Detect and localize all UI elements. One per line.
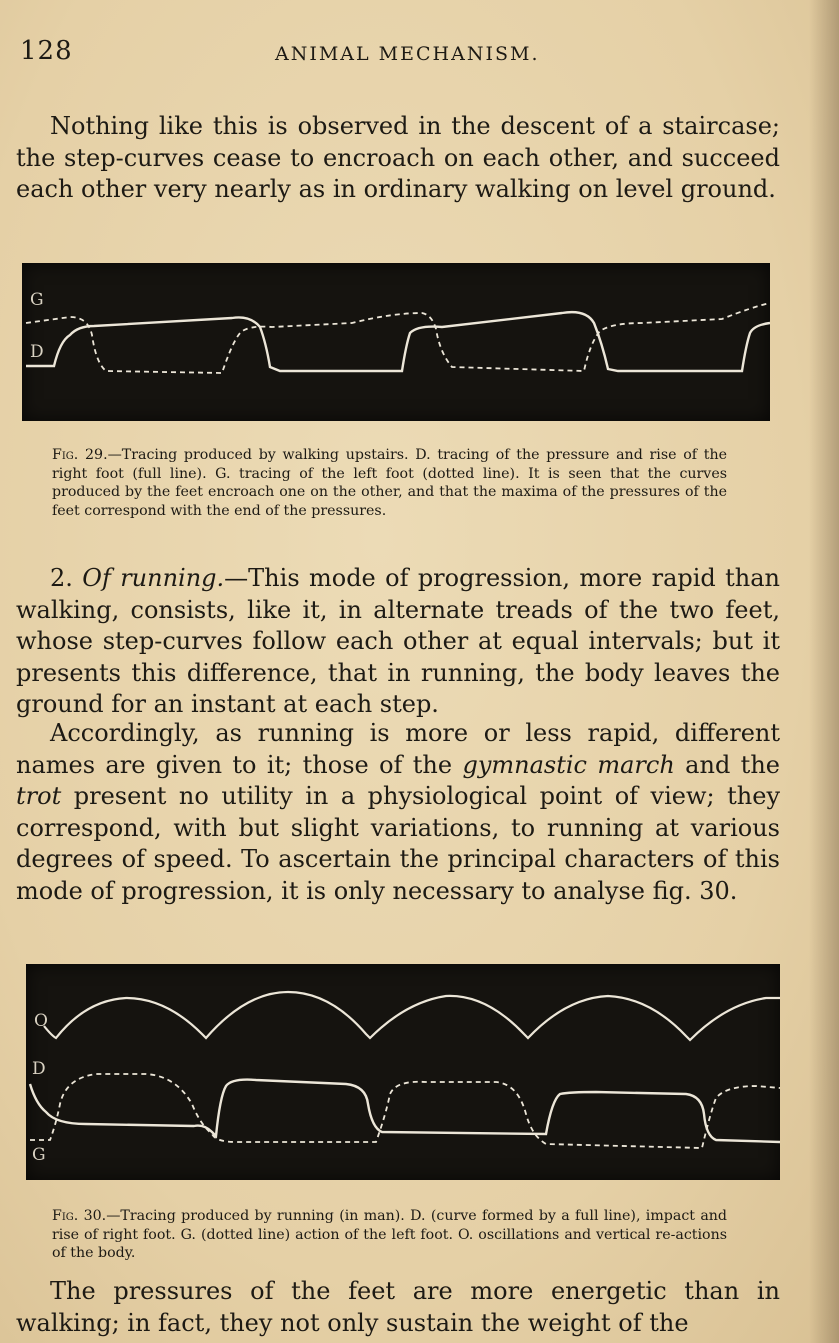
paragraph-accordingly-text-c: present no utility in a physiological point of view; they correspond, with but slight variations, to running at various degrees of speed. To ascertain the principal characters of this mode of progression, it is only necessary to analyse fig. 30.	[16, 782, 780, 905]
figure-30-oscillation-trace	[44, 992, 780, 1040]
paragraph-accordingly-text-b: and the	[674, 750, 780, 779]
term-gymnastic-march: gymnastic march	[462, 750, 675, 779]
figure-30-label-g: G	[32, 1145, 46, 1165]
figure-30-left-foot-trace	[30, 1074, 780, 1148]
figure-30-caption	[52, 1207, 727, 1263]
page-number: 128	[20, 36, 73, 66]
paragraph-accordingly-text-a: Accordingly, as running is more or less rapid, different names are given to it; those of the	[16, 719, 780, 779]
paragraph-accordingly	[16, 718, 780, 907]
figure-29-label-g: G	[30, 290, 44, 310]
figure-29-caption	[52, 446, 727, 520]
running-title: ANIMAL MECHANISM.	[275, 43, 540, 65]
figure-30-label-d: D	[32, 1059, 46, 1079]
figure-29-right-foot-trace	[26, 312, 770, 371]
page-edge-shadow	[809, 0, 839, 1343]
figure-29-label-d: D	[30, 342, 44, 362]
figure-30-svg	[26, 964, 780, 1180]
figure-29-caption-text: —Tracing produced by walking upstairs. D. tracing of the pressure and rise of the right foot (full line). G. tracing of the left foot (dotted line). It is seen that the curves produced by the feet encroach one on the other, and that the maxima of the pressures of the feet correspond with the end of the pressures.	[52, 447, 727, 519]
term-trot: trot	[16, 782, 62, 810]
figure-30-caption-label: Fig. 30.	[52, 1208, 107, 1224]
figure-30-label-o: O	[34, 1011, 48, 1031]
figure-30-right-foot-trace	[30, 1080, 780, 1142]
section-number: 2.	[50, 564, 73, 592]
figure-30-caption-text: —Tracing produced by running (in man). D. (curve formed by a full line), impact and rise of right foot. G. (dotted line) action of the left foot. O. oscillations and vertical re-actions of the body.	[52, 1208, 727, 1261]
figure-29-tracing	[22, 263, 770, 421]
figure-29-svg	[22, 263, 770, 421]
figure-29-left-foot-trace	[26, 303, 770, 373]
figure-29-caption-label: Fig. 29.	[52, 447, 108, 463]
paragraph-running	[16, 563, 780, 721]
running-head	[20, 36, 800, 72]
figure-30-tracing	[26, 964, 780, 1180]
paragraph-staircase: Nothing like this is observed in the descent of a staircase; the step-curves cease to encroach on each other, and succeed each other very nearly as in ordinary walking on level ground.	[16, 112, 780, 203]
paragraph-running-text: —This mode of progression, more rapid than walking, consists, like it, in alternate treads of the two feet, whose step-curves follow each other at equal intervals; but it presents this difference, that in running, the body leaves the ground for an instant at each step.	[16, 564, 781, 718]
paragraph-pressures: The pressures of the feet are more energetic than in walking; in fact, they not only sustain the weight of the	[16, 1277, 780, 1337]
section-heading-running: Of running.	[82, 564, 225, 592]
